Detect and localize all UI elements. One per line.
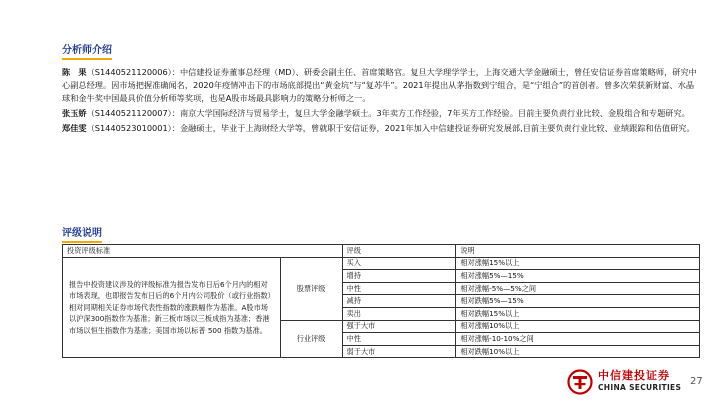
analyst-name: 陈 果 [62, 67, 87, 77]
rating-cell: 买入 [342, 257, 456, 270]
stock-rating-group: 股票评级 [280, 257, 342, 320]
table-row [63, 257, 700, 270]
rating-cell: 减持 [342, 295, 456, 308]
analyst-entry [62, 66, 700, 105]
description-cell: 相对涨幅10%以上 [456, 320, 700, 333]
description-cell: 相对涨幅15%以上 [456, 257, 700, 270]
description-cell: 相对跌幅5%—15% [456, 295, 700, 308]
rating-section-title: 评级说明 [62, 224, 102, 243]
analyst-section-title: 分析师介绍 [62, 41, 112, 60]
header-standard: 投资评级标准 [63, 245, 343, 258]
rating-cell: 强于大市 [342, 320, 456, 333]
rating-table [62, 244, 700, 358]
analyst-name: 张玉娇 [62, 108, 87, 118]
rating-cell: 弱于大市 [342, 345, 456, 358]
rating-cell: 中性 [342, 282, 456, 295]
analyst-list [62, 66, 700, 137]
description-cell: 相对跌幅10%以上 [456, 345, 700, 358]
rating-cell: 卖出 [342, 307, 456, 320]
logo-english-name: CHINA SECURITIES [598, 383, 682, 392]
header-rating: 评级 [342, 245, 456, 258]
analyst-bio: （S1440521120006）：中信建投证券董事总经理（MD）、研委会副主任、首席策略官。复旦大学理学学士，上海交通大学金融硕士，曾任安信证券首席策略师，研究中心副总经理。因市场把握准确闻名，2020年疫情冲击下的市场底部提出“黄金坑”与“复苏牛”。2021年提出从茅指数到宁组合，是“宁组合”的首创者。曾多次荣获新财富、水晶球和金牛奖中国最具价值分析师等奖项，也是A股市场最具影响力的策略分析师之一。 [62, 67, 697, 103]
citic-logo-icon [567, 369, 593, 395]
description-cell: 相对涨幅5%—15% [456, 270, 700, 283]
analyst-entry [62, 107, 700, 120]
logo-chinese-name: 中信建投证券 [598, 369, 670, 382]
analyst-name: 郑佳雯 [62, 123, 87, 133]
rating-cell: 增持 [342, 270, 456, 283]
analyst-bio: （S1440523010001）：金融硕士，毕业于上海财经大学等，曾就职于安信证券，2021年加入中信建投证券研究发展部,目前主要负责行业比较、业绩跟踪和估值研究。 [86, 123, 695, 133]
description-cell: 相对涨幅-5%—5%之间 [456, 282, 700, 295]
industry-rating-group: 行业评级 [280, 320, 342, 358]
analyst-bio: （S1440521120007）：南京大学国际经济与贸易学士，复旦大学金融学硕士。3年卖方工作经验，7年买方工作经验。目前主要负责行业比较、金股组合和专题研究。 [86, 108, 690, 118]
rating-standard-text: 报告中投资建议涉及的评级标准为报告发布日后6个月内的相对市场表现，也即报告发布日后的6个月内公司股价（或行业指数）相对同期相关证券市场代表性指数的涨跌幅作为基准。A股市场以沪深300指数作为基准；新三板市场以三板成指为基准；香港市场以恒生指数作为基准；美国市场以标普 500 指数为基准。 [63, 257, 281, 358]
table-header-row [63, 245, 700, 258]
company-logo [567, 369, 681, 395]
description-cell: 相对涨幅-10-10%之间 [456, 333, 700, 346]
header-description: 说明 [456, 245, 700, 258]
rating-cell: 中性 [342, 333, 456, 346]
logo-text [598, 370, 681, 394]
description-cell: 相对跌幅15%以上 [456, 307, 700, 320]
page-number: 27 [690, 376, 703, 387]
analyst-entry [62, 122, 700, 135]
